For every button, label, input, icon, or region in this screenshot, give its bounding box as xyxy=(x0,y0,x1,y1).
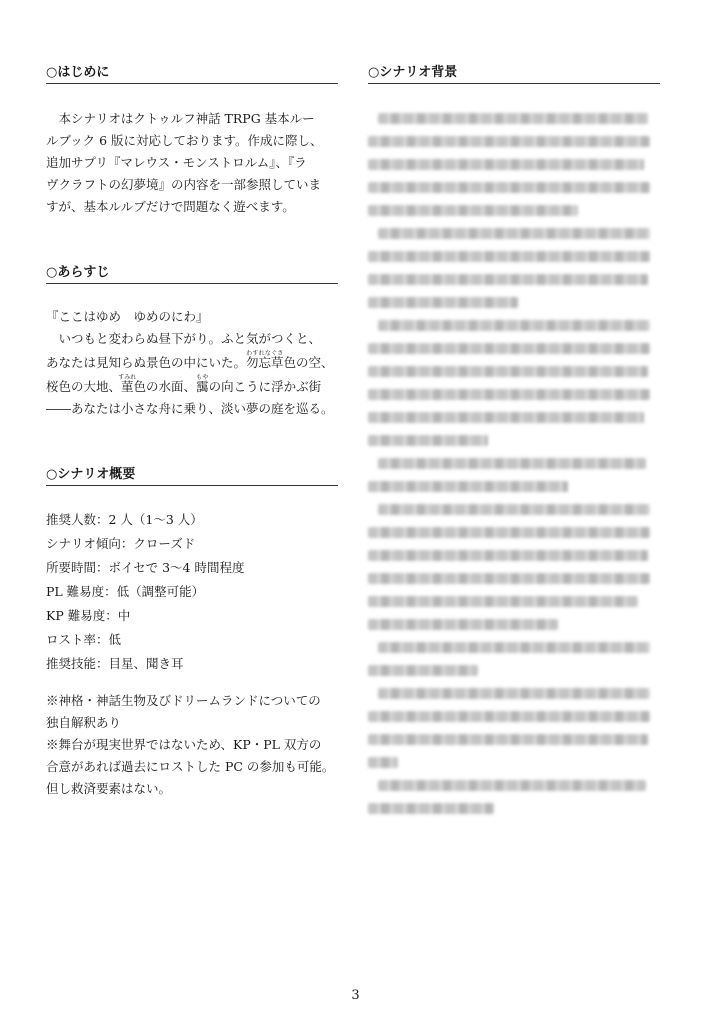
intro-line: 本シナリオはクトゥルフ神話 TRPG 基本ルー xyxy=(46,111,315,126)
blurred-line xyxy=(368,550,648,561)
blurred-line xyxy=(368,527,650,538)
blurred-line xyxy=(378,113,648,124)
blurred-line xyxy=(378,320,650,331)
overview-item: KP 難易度：中 xyxy=(46,608,131,623)
ruby-text: もや xyxy=(196,374,209,381)
ruby-sumire xyxy=(118,374,137,394)
ruby-base: 菫 xyxy=(118,379,137,394)
synopsis-text: 色の水面、 xyxy=(133,379,197,394)
synopsis-line: ――あなたは小さな舟に乗り、淡い夢の庭を巡る。 xyxy=(46,401,334,416)
blurred-line xyxy=(368,297,518,308)
blurred-line xyxy=(378,504,650,515)
synopsis-line xyxy=(46,374,338,398)
overview-note: 独自解釈あり xyxy=(46,715,122,730)
synopsis-heading: ○あらすじ xyxy=(46,264,338,284)
blurred-line xyxy=(368,159,644,170)
intro-line: ヴクラフトの幻夢境』の内容を一部参照していま xyxy=(46,177,322,192)
intro-heading: ○はじめに xyxy=(46,64,338,84)
intro-line: 追加サプリ『マレウス・モンストロルム』、『ラ xyxy=(46,155,307,170)
right-column xyxy=(368,64,660,826)
blurred-line xyxy=(378,642,650,653)
blurred-line xyxy=(368,803,494,814)
overview-note: ※神格・神話生物及びドリームランドについての xyxy=(46,693,321,708)
blurred-line xyxy=(368,251,650,262)
overview-note: 但し救済要素はない。 xyxy=(46,781,172,796)
ruby-text: すみれ xyxy=(118,374,137,381)
blurred-line xyxy=(368,481,568,492)
ruby-moya xyxy=(196,374,209,394)
blurred-line xyxy=(368,412,644,423)
blurred-line xyxy=(368,596,638,607)
intro-line: すが、基本ルルブだけで問題なく遊べます。 xyxy=(46,199,295,214)
blurred-line xyxy=(368,619,558,630)
blurred-line xyxy=(368,435,488,446)
blurred-line xyxy=(368,573,650,584)
synopsis-line xyxy=(46,350,338,374)
ruby-text: わすれなぐさ xyxy=(246,350,284,357)
ruby-wasurenagusa xyxy=(246,350,284,370)
blurred-line xyxy=(368,205,578,216)
left-column xyxy=(46,64,338,800)
synopsis-line: いつもと変わらぬ昼下がり。ふと気がつくと、 xyxy=(46,331,322,346)
blurred-line xyxy=(368,665,478,676)
synopsis-text: の向こうに浮かぶ街 xyxy=(208,379,322,394)
blurred-line xyxy=(368,136,650,147)
background-heading: ○シナリオ背景 xyxy=(368,64,660,84)
synopsis-text: 色の空、 xyxy=(283,355,334,370)
blurred-line xyxy=(368,389,650,400)
ruby-base: 勿忘草 xyxy=(246,355,284,370)
overview-heading: ○シナリオ概要 xyxy=(46,466,338,486)
blurred-line xyxy=(378,228,650,239)
blurred-line xyxy=(368,343,650,354)
blurred-line xyxy=(368,734,648,745)
overview-item: ロスト率：低 xyxy=(46,632,122,647)
intro-line: ルブック 6 版に対応しております。作成に際し、 xyxy=(46,133,323,148)
blurred-line xyxy=(368,182,650,193)
blurred-line xyxy=(368,274,648,285)
synopsis-text: 桜色の大地、 xyxy=(46,379,122,394)
blurred-line xyxy=(368,366,648,377)
overview-item: 推奨技能：目星、聞き耳 xyxy=(46,656,184,671)
overview-item: 所要時間：ボイセで 3～4 時間程度 xyxy=(46,560,245,575)
overview-note: 合意があれば過去にロストした PC の参加も可能。 xyxy=(46,759,335,774)
overview-note: ※舞台が現実世界ではないため、KP・PL 双方の xyxy=(46,737,322,752)
overview-item: PL 難易度：低（調整可能） xyxy=(46,584,205,599)
overview-item: シナリオ傾向：クローズド xyxy=(46,536,196,551)
blurred-line xyxy=(368,711,650,722)
blurred-line xyxy=(368,757,398,768)
synopsis-line: 『ここはゆめ ゆめのにわ』 xyxy=(46,309,209,324)
blurred-line xyxy=(378,458,646,469)
synopsis-text: あなたは見知らぬ景色の中にいた。 xyxy=(46,355,247,370)
blurred-line xyxy=(378,688,650,699)
overview-item: 推奨人数：2 人（1～3 人） xyxy=(46,512,203,527)
blurred-line xyxy=(378,780,646,791)
overview-list xyxy=(46,508,338,676)
blurred-background-text xyxy=(368,113,660,814)
ruby-base: 靄 xyxy=(196,379,209,394)
page-number: 3 xyxy=(351,988,360,1003)
